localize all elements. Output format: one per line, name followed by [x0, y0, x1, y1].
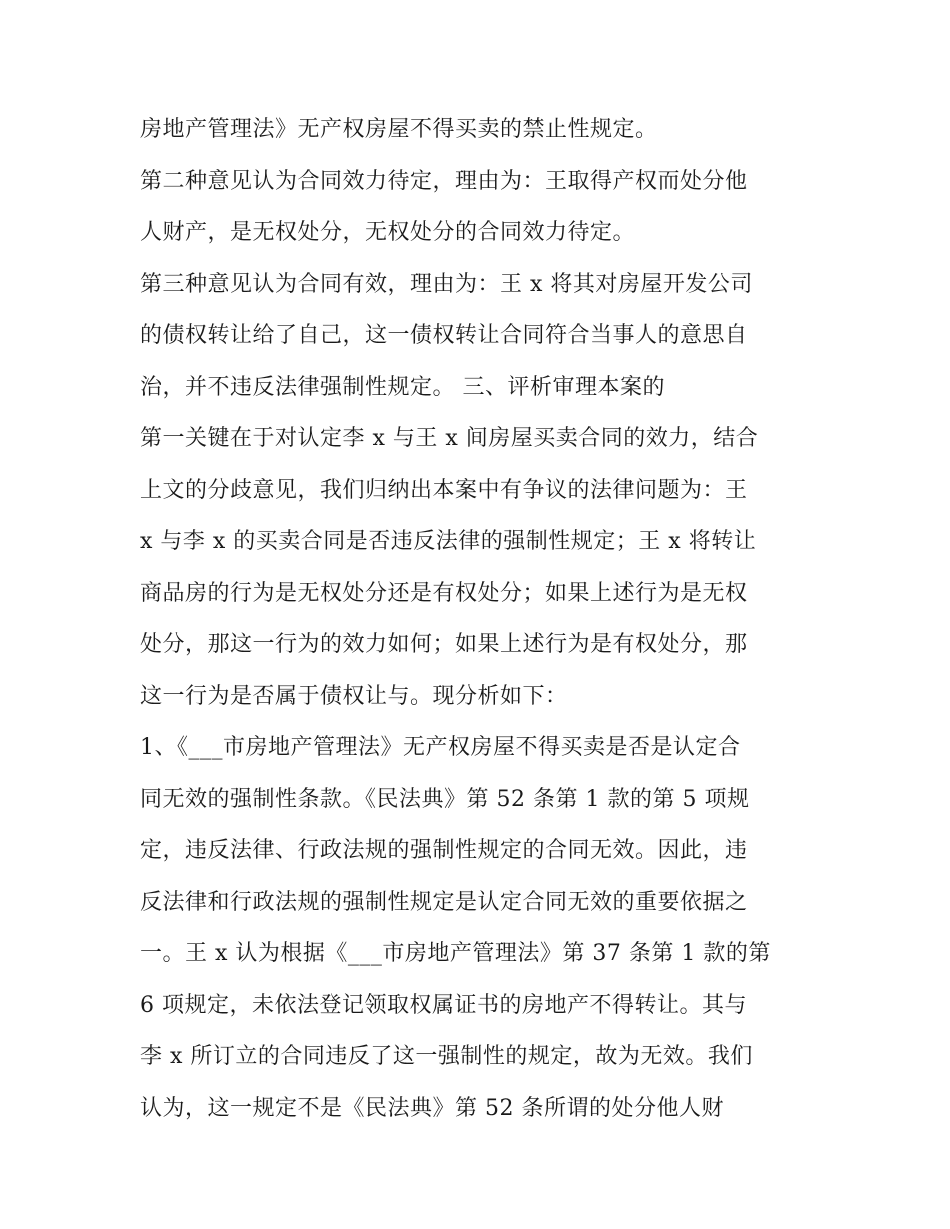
text-line: 处分，那这一行为的效力如何；如果上述行为是有权处分，那: [140, 632, 748, 657]
text-line: 这一行为是否属于债权让与。现分析如下：: [140, 683, 568, 709]
text-line: 第三种意见认为合同有效，理由为：王 x 将其对房屋开发公司: [140, 271, 753, 297]
text-line: 房地产管理法》无产权房屋不得买卖的禁止性规定。: [140, 117, 658, 142]
text-line: 第一关键在于对认定李 x 与王 x 间房屋买卖合同的效力，结合: [140, 426, 759, 451]
text-line: 同无效的强制性条款。《民法典》第 52 条第 1 款的第 5 项规: [140, 786, 750, 812]
text-line: 认为，这一规定不是《民法典》第 52 条所谓的处分他人财: [140, 1095, 724, 1121]
text-line: 人财产，是无权处分，无权处分的合同效力待定。: [140, 220, 636, 245]
document-body: [140, 104, 820, 1134]
text-line: 治，并不违反法律强制性规定。 三、评析审理本案的: [140, 374, 665, 400]
text-line: 上文的分歧意见，我们归纳出本案中有争议的法律问题为：王: [140, 477, 748, 503]
text-line: 商品房的行为是无权处分还是有权处分；如果上述行为是无权: [140, 580, 748, 606]
text-line: 第二种意见认为合同效力待定，理由为：王取得产权而处分他: [140, 168, 748, 194]
text-line: 6 项规定，未依法登记领取权属证书的房地产不得转让。其与: [140, 992, 747, 1018]
text-line: 一。王 x 认为根据《___市房地产管理法》第 37 条第 1 款的第: [140, 941, 771, 966]
text-line: x 与李 x 的买卖合同是否违反法律的强制性规定；王 x 将转让: [140, 529, 757, 554]
text-line: 李 x 所订立的合同违反了这一强制性的规定，故为无效。我们: [140, 1044, 753, 1069]
text-line: 的债权转让给了自己，这一债权转让合同符合当事人的意思自: [140, 323, 748, 348]
text-line: 1、《___市房地产管理法》无产权房屋不得买卖是否是认定合: [140, 735, 741, 760]
text-line: 定，违反法律、行政法规的强制性规定的合同无效。因此，违: [140, 838, 748, 863]
text-line: 反法律和行政法规的强制性规定是认定合同无效的重要依据之: [140, 889, 748, 915]
